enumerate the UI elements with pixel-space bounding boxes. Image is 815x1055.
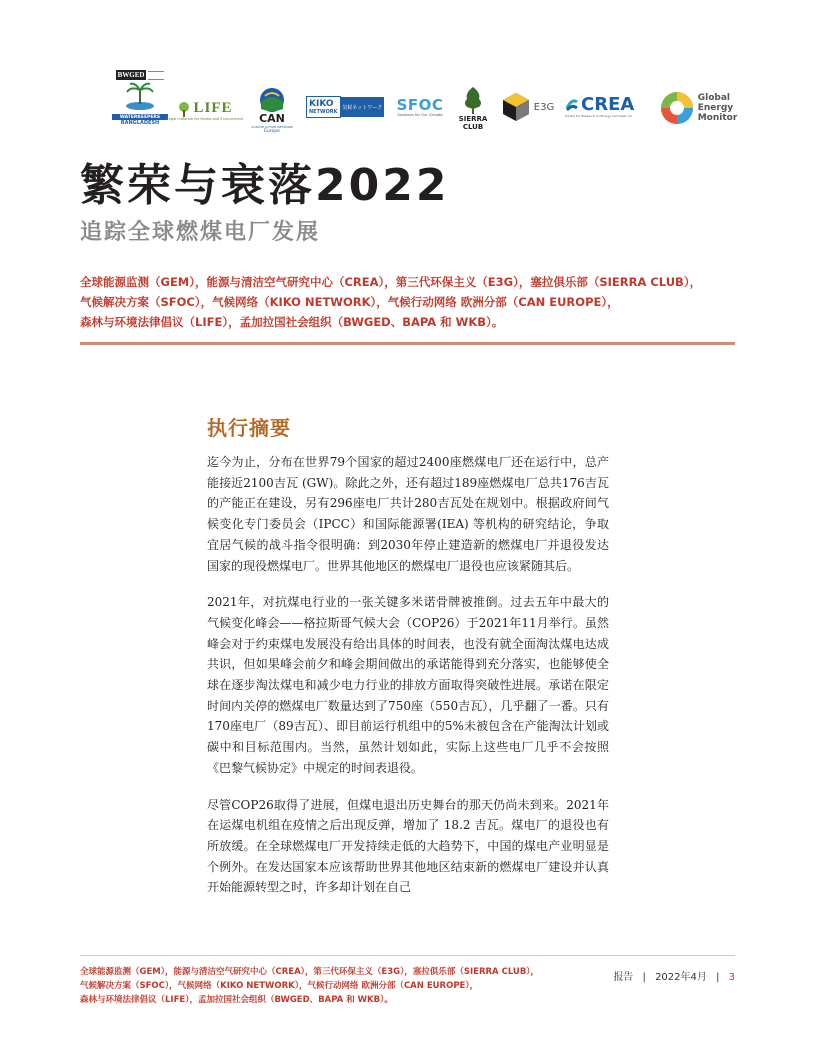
crea-swirl-icon [565, 98, 579, 112]
globe-icon [259, 87, 285, 113]
footer-meta [613, 968, 735, 983]
footer-separator: | [642, 972, 646, 983]
footer-date: 2022年4月 [655, 972, 707, 983]
author-line: 全球能源监测（GEM），能源与清洁空气研究中心（CREA），第三代环保主义（E3G），塞拉俱乐部（SIERRA CLUB）， [80, 275, 702, 289]
gem-logo: Global Energy Monitor [653, 88, 743, 128]
author-list [80, 272, 740, 332]
author-line: 气候解决方案（SFOC），气候网络（KIKO NETWORK），气候行动网络 欧洲分部（CAN EUROPE）， [80, 295, 619, 309]
e3g-logo: E3G [498, 90, 558, 124]
header-divider [80, 342, 735, 345]
footer-divider [80, 955, 735, 956]
can-europe-logo: CAN CLIMATE ACTION NETWORK Europe [250, 82, 294, 138]
tree-icon [177, 101, 191, 117]
section-heading: 执行摘要 [207, 416, 291, 440]
life-logo: LIFE Legal Initiative for Forest and Environment [166, 99, 244, 121]
paragraph: 尽管COP26取得了进展，但煤电退出历史舞台的那天仍尚未到来。2021年在运煤电机组在疫情之后出现反弹，增加了 18.2 吉瓦。煤电厂的退役也有所放缓。在全球燃煤电厂开发持续走低的大趋势下，中国的煤电产业明显是个例外。在发达国家本应该帮助世界其他地区结束新的燃煤电厂建设并认真开始能源转型之时，许多却计划在自己 [207, 797, 609, 895]
footer-separator: | [716, 972, 720, 983]
bwged-logo: BWGED WATERKEEPERS BANGLADESH [110, 70, 170, 142]
footer-report-label: 报告 [613, 972, 634, 983]
sequoia-icon [461, 85, 485, 115]
crea-logo: CREA Centre for Research on Energy and Clean Air [565, 94, 635, 118]
author-line: 森林与环境法律倡议（LIFE），孟加拉国社会组织（BWGED、BAPA 和 WKB）。 [80, 315, 504, 329]
footer-line: 全球能源监测（GEM），能源与清洁空气研究中心（CREA），第三代环保主义（E3G），塞拉俱乐部（SIERRA CLUB）， [80, 967, 540, 977]
page-subtitle: 追踪全球燃煤电厂发展 [80, 220, 321, 245]
paragraph: 迄今为止，分布在世界79个国家的超过2400座燃煤电厂还在运行中，总产能接近2100吉瓦 (GW)。除此之外，还有超过189座燃煤电厂总共176吉瓦的产能正在建设，另有296座电厂共计280吉瓦处在规划中。根据政府间气候变化专门委员会（IPCC）和国际能源署(IEA) 等机构的研究结论，争取宜居气候的战斗指令很明确：到2030年停止建造新的燃煤电厂并退役发达国家的现役燃煤电厂。世界其他地区的燃煤电厂退役也应该紧随其后。 [207, 455, 609, 573]
partner-logos [110, 70, 740, 140]
footer-line: 森林与环境法律倡议（LIFE），孟加拉国社会组织（BWGED、BAPA 和 WKB）。 [80, 995, 393, 1005]
gem-globe-icon [659, 90, 695, 126]
page-number: 3 [728, 972, 735, 983]
footer-line: 气候解决方案（SFOC），气候网络（KIKO NETWORK），气候行动网络 欧洲分部（CAN EUROPE）， [80, 981, 479, 991]
body-text [207, 452, 609, 914]
bapa-palm-icon [123, 80, 157, 112]
paragraph: 2021年，对抗煤电行业的一张关键多米诺骨牌被推倒。过去五年中最大的气候变化峰会——格拉斯哥气候大会（COP26）于2021年11月举行。虽然峰会对于约束煤电发展没有给出具体的时间表，也没有就全面淘汰煤电达成共识，但如果峰会前夕和峰会期间做出的承诺能得到充分落实，也能够使全球在逐步淘汰煤电和减少电力行业的排放方面取得突破性进展。承诺在限定时间内关停的燃煤电厂数量达到了750座（550吉瓦），几乎翻了一番。只有170座电厂（89吉瓦）、即目前运行机组中的5%未被包含在产能淘汰计划或碳中和目标范围内。当然，虽然计划如此，实际上这些电厂几乎不会按照《巴黎气候协定》中规定的时间表退役。 [207, 595, 609, 775]
sierra-club-logo: SIERRA CLUB [455, 80, 491, 136]
sfoc-logo: SFOC Solutions for Our Climate [396, 96, 444, 117]
cube-icon [502, 92, 530, 122]
page-title: 繁荣与衰落2022 [80, 160, 450, 211]
footer-authors [80, 965, 539, 1007]
kiko-network-logo: KIKO NETWORK 気候ネットワーク [306, 96, 384, 118]
